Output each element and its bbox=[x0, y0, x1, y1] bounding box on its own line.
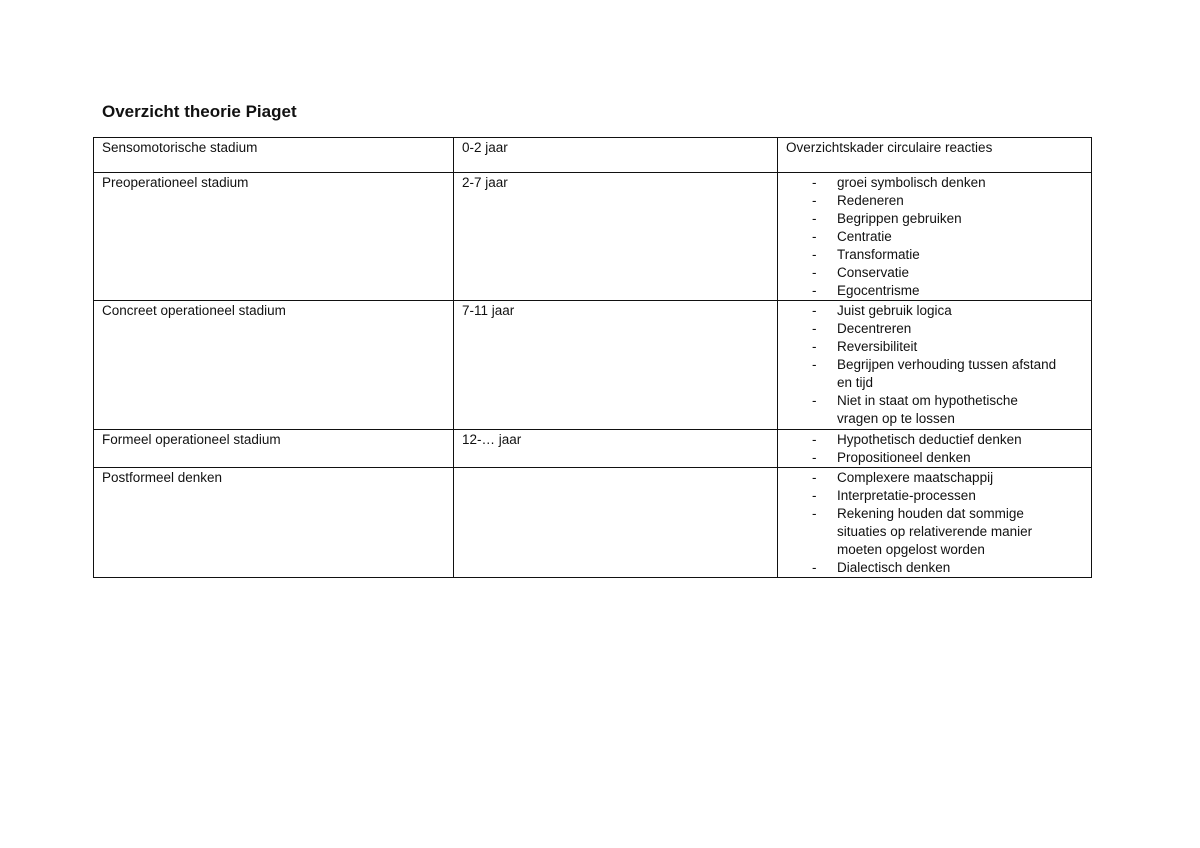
age-cell: 12-… jaar bbox=[454, 430, 778, 468]
dash-bullet: - bbox=[812, 193, 817, 208]
list-item bbox=[786, 246, 1057, 264]
list-item-text: Interpretatie-processen bbox=[837, 488, 976, 503]
characteristics-list bbox=[786, 469, 1083, 577]
age-cell bbox=[454, 468, 778, 578]
characteristics-cell bbox=[778, 173, 1092, 301]
characteristics-cell bbox=[778, 138, 1092, 173]
dash-bullet: - bbox=[812, 283, 817, 298]
list-item bbox=[786, 338, 1057, 356]
list-item-text: Hypothetisch deductief denken bbox=[837, 432, 1022, 447]
characteristics-cell bbox=[778, 468, 1092, 578]
list-item-text: Egocentrisme bbox=[837, 283, 920, 298]
dash-bullet: - bbox=[812, 560, 817, 575]
dash-bullet: - bbox=[812, 432, 817, 447]
list-item-text: Begrijpen verhouding tussen afstand en tijd bbox=[837, 357, 1057, 390]
list-item-text: Complexere maatschappij bbox=[837, 470, 994, 485]
characteristics-cell bbox=[778, 430, 1092, 468]
dash-bullet: - bbox=[812, 506, 817, 521]
characteristics-list bbox=[786, 302, 1083, 428]
list-item-text: Propositioneel denken bbox=[837, 450, 971, 465]
table-row bbox=[94, 138, 1092, 173]
age-cell: 7-11 jaar bbox=[454, 301, 778, 430]
list-item bbox=[786, 431, 1057, 449]
characteristics-cell bbox=[778, 301, 1092, 430]
dash-bullet: - bbox=[812, 211, 817, 226]
piaget-overview-table bbox=[93, 137, 1092, 578]
characteristics-note: Overzichtskader circulaire reacties bbox=[786, 140, 993, 155]
list-item-text: Dialectisch denken bbox=[837, 560, 951, 575]
list-item-text: Centratie bbox=[837, 229, 892, 244]
list-item-text: Reversibiliteit bbox=[837, 339, 918, 354]
table-row bbox=[94, 301, 1092, 430]
dash-bullet: - bbox=[812, 175, 817, 190]
list-item-text: Conservatie bbox=[837, 265, 910, 280]
list-item-text: Rekening houden dat sommige situaties op relativerende manier moeten opgelost worden bbox=[837, 506, 1033, 557]
list-item-text: Begrippen gebruiken bbox=[837, 211, 962, 226]
stage-cell: Postformeel denken bbox=[94, 468, 454, 578]
list-item-text: Juist gebruik logica bbox=[837, 303, 952, 318]
dash-bullet: - bbox=[812, 393, 817, 408]
list-item bbox=[786, 392, 1057, 428]
list-item bbox=[786, 449, 1057, 467]
list-item-text: Decentreren bbox=[837, 321, 912, 336]
list-item bbox=[786, 174, 1057, 192]
table-body bbox=[94, 138, 1092, 578]
table-row bbox=[94, 468, 1092, 578]
table-row bbox=[94, 173, 1092, 301]
list-item bbox=[786, 302, 1057, 320]
dash-bullet: - bbox=[812, 321, 817, 336]
list-item bbox=[786, 228, 1057, 246]
dash-bullet: - bbox=[812, 229, 817, 244]
dash-bullet: - bbox=[812, 303, 817, 318]
characteristics-list bbox=[786, 431, 1083, 467]
dash-bullet: - bbox=[812, 470, 817, 485]
stage-cell: Preoperationeel stadium bbox=[94, 173, 454, 301]
list-item bbox=[786, 192, 1057, 210]
dash-bullet: - bbox=[812, 450, 817, 465]
stage-cell: Sensomotorische stadium bbox=[94, 138, 454, 173]
list-item bbox=[786, 505, 1057, 559]
page-title: Overzicht theorie Piaget bbox=[102, 102, 297, 121]
stage-cell: Concreet operationeel stadium bbox=[94, 301, 454, 430]
list-item bbox=[786, 282, 1057, 300]
characteristics-list bbox=[786, 174, 1083, 300]
list-item-text: Niet in staat om hypothetische vragen op te lossen bbox=[837, 393, 1018, 426]
table-row bbox=[94, 430, 1092, 468]
list-item bbox=[786, 559, 1057, 577]
dash-bullet: - bbox=[812, 488, 817, 503]
list-item bbox=[786, 320, 1057, 338]
list-item-text: groei symbolisch denken bbox=[837, 175, 986, 190]
dash-bullet: - bbox=[812, 265, 817, 280]
list-item-text: Transformatie bbox=[837, 247, 920, 262]
age-cell: 2-7 jaar bbox=[454, 173, 778, 301]
list-item bbox=[786, 487, 1057, 505]
list-item bbox=[786, 469, 1057, 487]
dash-bullet: - bbox=[812, 339, 817, 354]
stage-cell: Formeel operationeel stadium bbox=[94, 430, 454, 468]
list-item bbox=[786, 264, 1057, 282]
dash-bullet: - bbox=[812, 357, 817, 372]
list-item-text: Redeneren bbox=[837, 193, 904, 208]
age-cell: 0-2 jaar bbox=[454, 138, 778, 173]
dash-bullet: - bbox=[812, 247, 817, 262]
list-item bbox=[786, 356, 1057, 392]
list-item bbox=[786, 210, 1057, 228]
